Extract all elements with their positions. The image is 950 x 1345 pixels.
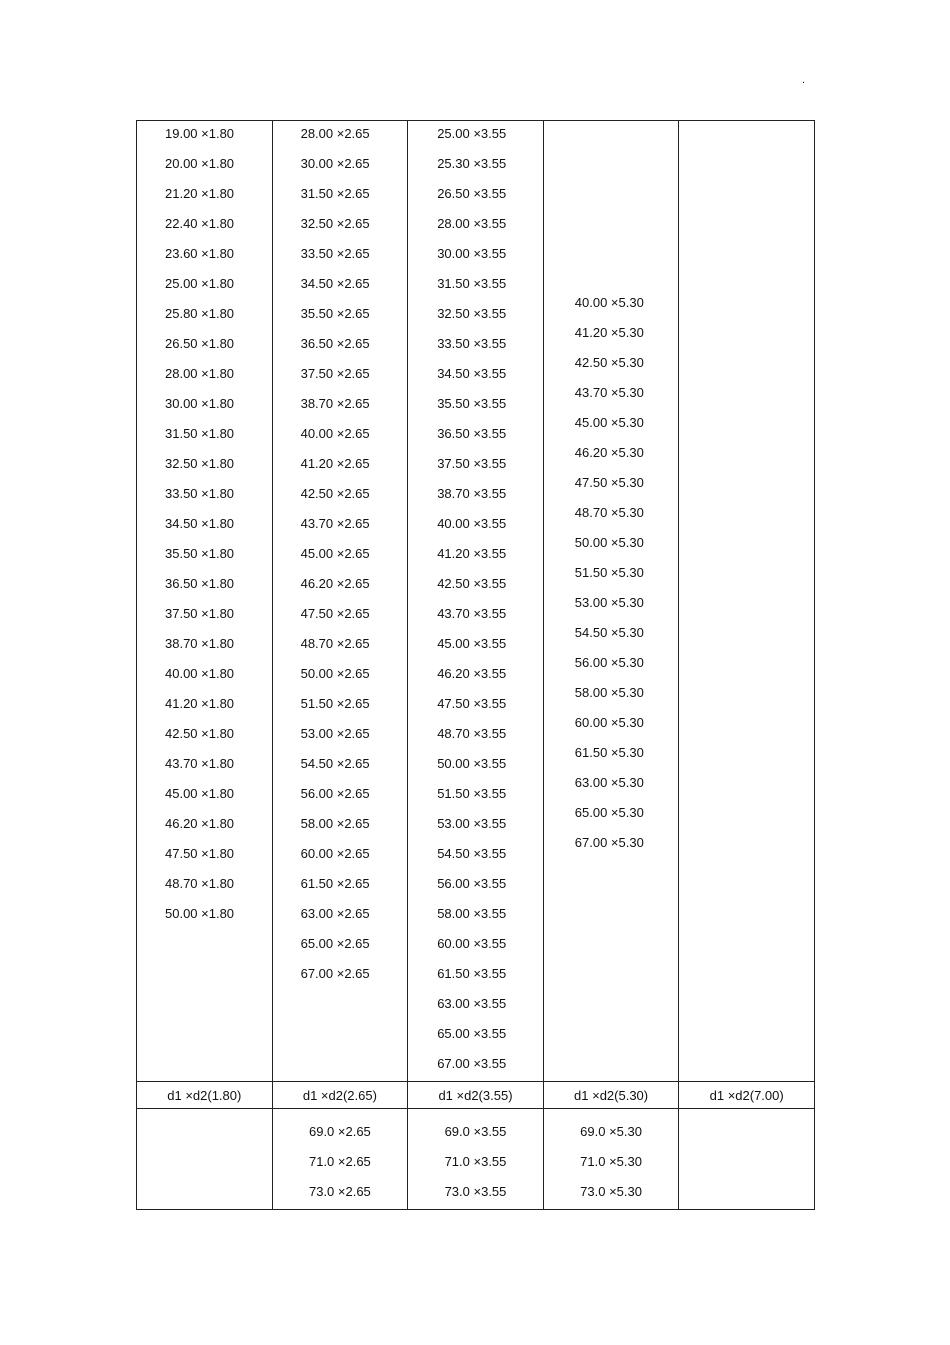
- size-value: 63.00 ×2.65: [300, 906, 370, 921]
- size-value: 60.00 ×2.65: [300, 846, 370, 861]
- size-value: 53.00 ×2.65: [300, 726, 370, 741]
- size-value: 45.00 ×5.30: [574, 415, 644, 430]
- size-value: 48.70 ×1.80: [165, 876, 235, 891]
- size-value: 34.50 ×2.65: [300, 276, 370, 291]
- size-value: 40.00 ×5.30: [574, 295, 644, 310]
- size-value: 69.0 ×2.65: [308, 1124, 371, 1139]
- header-row: [137, 1082, 815, 1109]
- extra-size-list: [679, 1109, 814, 1119]
- size-value: 50.00 ×5.30: [574, 535, 644, 550]
- size-value: 34.50 ×1.80: [165, 516, 235, 531]
- page-mark: .: [802, 74, 806, 86]
- size-cell-2-65: [272, 121, 408, 1082]
- extra-size-list: [544, 1109, 679, 1209]
- size-list-row: [137, 121, 815, 1082]
- extra-size-row: [137, 1109, 815, 1210]
- column-header: d1 ×d2(2.65): [272, 1082, 408, 1109]
- size-value: 23.60 ×1.80: [165, 246, 235, 261]
- size-value: 46.20 ×2.65: [300, 576, 370, 591]
- size-value: 45.00 ×1.80: [165, 786, 235, 801]
- size-value: 47.50 ×1.80: [165, 846, 235, 861]
- size-value: 73.0 ×5.30: [580, 1184, 642, 1199]
- size-value: 31.50 ×2.65: [300, 186, 370, 201]
- size-value: 65.00 ×3.55: [437, 1026, 507, 1041]
- column-header: d1 ×d2(1.80): [137, 1082, 273, 1109]
- size-value: 41.20 ×2.65: [300, 456, 370, 471]
- extra-cell-3-55: [408, 1109, 544, 1210]
- size-value: 42.50 ×5.30: [574, 355, 644, 370]
- column-header: d1 ×d2(3.55): [408, 1082, 544, 1109]
- size-value: 28.00 ×3.55: [437, 216, 507, 231]
- extra-size-list: [408, 1109, 543, 1209]
- size-value: 56.00 ×3.55: [437, 876, 507, 891]
- size-value: 73.0 ×3.55: [444, 1184, 507, 1199]
- size-value: 71.0 ×3.55: [444, 1154, 507, 1169]
- size-value: 54.50 ×2.65: [300, 756, 370, 771]
- size-value: 48.70 ×5.30: [574, 505, 644, 520]
- size-value: 67.00 ×3.55: [437, 1056, 507, 1071]
- size-value: 48.70 ×2.65: [300, 636, 370, 651]
- size-value: 54.50 ×5.30: [574, 625, 644, 640]
- size-value: 58.00 ×2.65: [300, 816, 370, 831]
- size-value: 58.00 ×5.30: [574, 685, 644, 700]
- size-cell-5-30: [543, 121, 679, 1082]
- size-value: 65.00 ×5.30: [574, 805, 644, 820]
- extra-size-list: [273, 1109, 408, 1209]
- size-value: 53.00 ×3.55: [437, 816, 507, 831]
- size-list: [273, 121, 408, 991]
- size-value: 25.00 ×3.55: [437, 126, 507, 141]
- size-value: 40.00 ×1.80: [165, 666, 235, 681]
- extra-cell-5-30: [543, 1109, 679, 1210]
- size-value: 32.50 ×2.65: [300, 216, 370, 231]
- column-header: d1 ×d2(5.30): [543, 1082, 679, 1109]
- size-list: [408, 121, 543, 1081]
- size-value: 46.20 ×3.55: [437, 666, 507, 681]
- size-value: 30.00 ×3.55: [437, 246, 507, 261]
- extra-cell-7-00: [679, 1109, 815, 1210]
- size-value: 41.20 ×5.30: [574, 325, 644, 340]
- size-value: 26.50 ×3.55: [437, 186, 507, 201]
- size-value: 73.0 ×2.65: [308, 1184, 371, 1199]
- size-value: 42.50 ×1.80: [165, 726, 235, 741]
- size-cell-3-55: [408, 121, 544, 1082]
- size-value: 41.20 ×1.80: [165, 696, 235, 711]
- column-header: d1 ×d2(7.00): [679, 1082, 815, 1109]
- size-value: 33.50 ×2.65: [300, 246, 370, 261]
- size-value: 37.50 ×1.80: [165, 606, 235, 621]
- oring-size-table: [136, 120, 815, 1210]
- size-value: 50.00 ×1.80: [165, 906, 235, 921]
- size-value: 56.00 ×2.65: [300, 786, 370, 801]
- size-value: 36.50 ×3.55: [437, 426, 507, 441]
- size-value: 40.00 ×2.65: [300, 426, 370, 441]
- size-value: 43.70 ×2.65: [300, 516, 370, 531]
- size-value: 19.00 ×1.80: [165, 126, 235, 141]
- size-value: 67.00 ×5.30: [574, 835, 644, 850]
- size-value: 50.00 ×3.55: [437, 756, 507, 771]
- size-value: 25.00 ×1.80: [165, 276, 235, 291]
- size-value: 53.00 ×5.30: [574, 595, 644, 610]
- size-value: 71.0 ×2.65: [308, 1154, 371, 1169]
- size-value: 69.0 ×3.55: [444, 1124, 507, 1139]
- size-value: 45.00 ×2.65: [300, 546, 370, 561]
- size-value: 38.70 ×3.55: [437, 486, 507, 501]
- size-cell-1-80: [137, 121, 273, 1082]
- size-value: 47.50 ×2.65: [300, 606, 370, 621]
- size-value: 20.00 ×1.80: [165, 156, 235, 171]
- size-value: 25.80 ×1.80: [165, 306, 235, 321]
- size-value: 69.0 ×5.30: [580, 1124, 642, 1139]
- extra-size-list: [137, 1109, 272, 1119]
- size-value: 41.20 ×3.55: [437, 546, 507, 561]
- size-value: 33.50 ×1.80: [165, 486, 235, 501]
- size-value: 71.0 ×5.30: [580, 1154, 642, 1169]
- extra-cell-2-65: [272, 1109, 408, 1210]
- size-value: 22.40 ×1.80: [165, 216, 235, 231]
- size-value: 51.50 ×3.55: [437, 786, 507, 801]
- size-value: 40.00 ×3.55: [437, 516, 507, 531]
- size-value: 35.50 ×2.65: [300, 306, 370, 321]
- extra-cell-1-80: [137, 1109, 273, 1210]
- size-value: 33.50 ×3.55: [437, 336, 507, 351]
- size-value: 43.70 ×1.80: [165, 756, 235, 771]
- size-value: 25.30 ×3.55: [437, 156, 507, 171]
- size-value: 37.50 ×2.65: [300, 366, 370, 381]
- size-value: 21.20 ×1.80: [165, 186, 235, 201]
- size-value: 50.00 ×2.65: [300, 666, 370, 681]
- size-value: 46.20 ×1.80: [165, 816, 235, 831]
- size-value: 42.50 ×3.55: [437, 576, 507, 591]
- size-value: 28.00 ×2.65: [300, 126, 370, 141]
- size-value: 43.70 ×5.30: [574, 385, 644, 400]
- size-value: 61.50 ×3.55: [437, 966, 507, 981]
- size-value: 63.00 ×3.55: [437, 996, 507, 1011]
- size-value: 45.00 ×3.55: [437, 636, 507, 651]
- size-value: 37.50 ×3.55: [437, 456, 507, 471]
- size-value: 35.50 ×3.55: [437, 396, 507, 411]
- size-value: 60.00 ×3.55: [437, 936, 507, 951]
- size-value: 51.50 ×5.30: [574, 565, 644, 580]
- size-value: 34.50 ×3.55: [437, 366, 507, 381]
- size-value: 48.70 ×3.55: [437, 726, 507, 741]
- size-value: 61.50 ×2.65: [300, 876, 370, 891]
- size-value: 58.00 ×3.55: [437, 906, 507, 921]
- size-value: 47.50 ×5.30: [574, 475, 644, 490]
- size-value: 61.50 ×5.30: [574, 745, 644, 760]
- size-value: 42.50 ×2.65: [300, 486, 370, 501]
- size-value: 54.50 ×3.55: [437, 846, 507, 861]
- size-value: 38.70 ×2.65: [300, 396, 370, 411]
- size-value: 60.00 ×5.30: [574, 715, 644, 730]
- size-value: 31.50 ×3.55: [437, 276, 507, 291]
- size-list: [544, 121, 679, 860]
- size-value: 26.50 ×1.80: [165, 336, 235, 351]
- size-value: 35.50 ×1.80: [165, 546, 235, 561]
- size-value: 36.50 ×2.65: [300, 336, 370, 351]
- size-value: 63.00 ×5.30: [574, 775, 644, 790]
- size-value: 30.00 ×1.80: [165, 396, 235, 411]
- size-value: 38.70 ×1.80: [165, 636, 235, 651]
- size-value: 31.50 ×1.80: [165, 426, 235, 441]
- size-value: 32.50 ×3.55: [437, 306, 507, 321]
- size-value: 47.50 ×3.55: [437, 696, 507, 711]
- size-value: 46.20 ×5.30: [574, 445, 644, 460]
- size-value: 28.00 ×1.80: [165, 366, 235, 381]
- size-cell-7-00: [679, 121, 815, 1082]
- size-value: 32.50 ×1.80: [165, 456, 235, 471]
- size-value: 65.00 ×2.65: [300, 936, 370, 951]
- size-list: [137, 121, 272, 931]
- size-value: 56.00 ×5.30: [574, 655, 644, 670]
- size-value: 43.70 ×3.55: [437, 606, 507, 621]
- size-value: 51.50 ×2.65: [300, 696, 370, 711]
- size-value: 30.00 ×2.65: [300, 156, 370, 171]
- size-value: 36.50 ×1.80: [165, 576, 235, 591]
- size-value: 67.00 ×2.65: [300, 966, 370, 981]
